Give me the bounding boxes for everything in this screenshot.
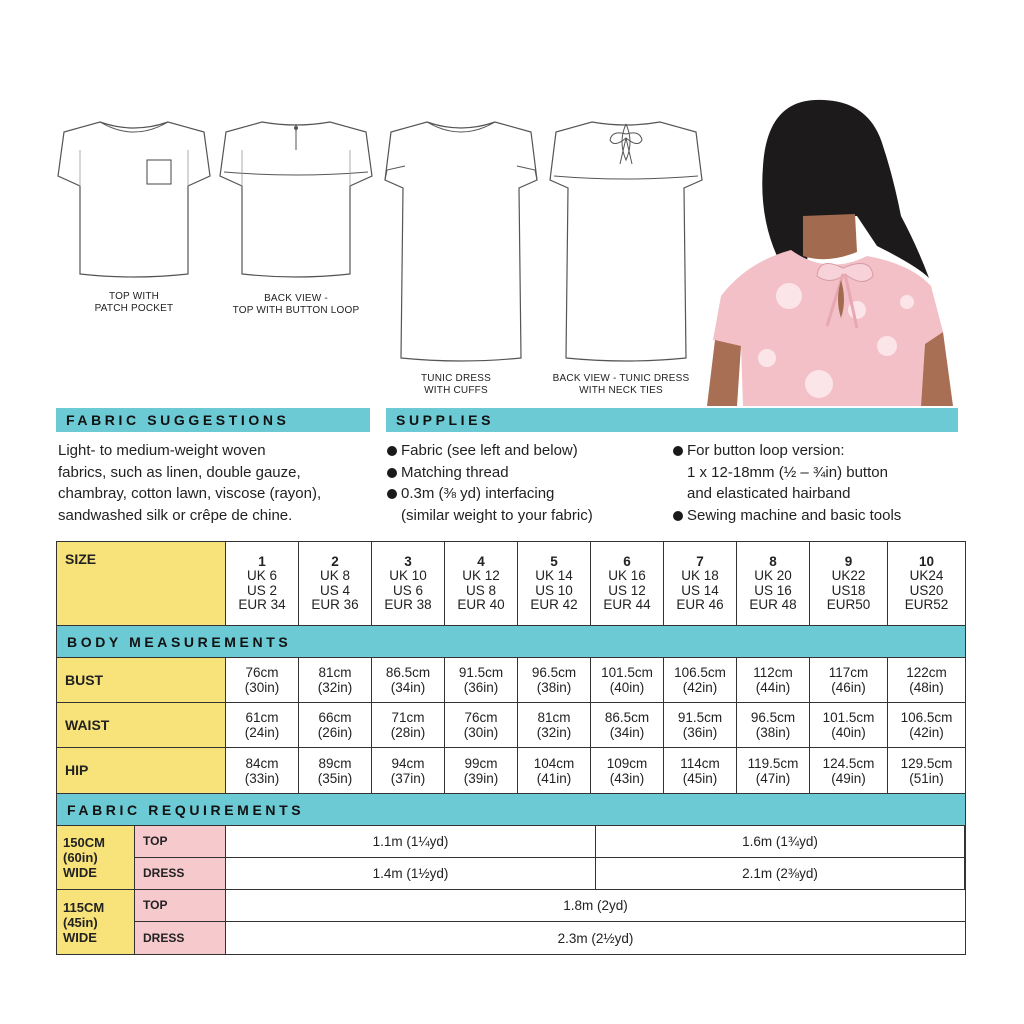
measurement-cell: 66cm (26in): [299, 703, 372, 748]
w115-dress-all-sizes: 2.3m (2½yd): [557, 930, 634, 946]
w115-top-label: TOP: [135, 890, 226, 922]
measurement-label-waist: WAIST: [57, 703, 226, 748]
measurement-cell: 96.5cm (38in): [518, 658, 591, 703]
measurement-cell: 86.5cm (34in): [591, 703, 664, 748]
w115-top-all-sizes: 1.8m (2yd): [226, 890, 965, 922]
size-column-header: 10 UK24 US20 EUR52: [888, 542, 965, 626]
size-chart-table: [56, 541, 966, 955]
measurement-cell: 106.5cm (42in): [888, 703, 965, 748]
w150-dress-sizes-1-5: 1.4m (1½yd): [226, 858, 596, 890]
w150-dress-sizes-6-10: 2.1m (2⅜yd): [596, 858, 965, 890]
measurement-cell: 101.5cm (40in): [810, 703, 888, 748]
measurement-cell: 91.5cm (36in): [445, 658, 518, 703]
supply-item: 1 x 12-18mm (½ – ¾in) button: [687, 463, 888, 481]
tunic-front-sketch: [381, 120, 541, 366]
measurement-cell: 117cm (46in): [810, 658, 888, 703]
supply-item: (similar weight to your fabric): [401, 506, 593, 524]
supply-item: Matching thread: [387, 462, 667, 484]
fabric-requirements-heading: FABRIC REQUIREMENTS: [57, 794, 965, 826]
supply-item: 0.3m (⅜ yd) interfacing: [387, 483, 667, 505]
caption-back-top: BACK VIEW - TOP WITH BUTTON LOOP: [232, 293, 360, 316]
size-column-header: 6 UK 16 US 12 EUR 44: [591, 542, 664, 626]
measurement-cell: 129.5cm (51in): [888, 748, 965, 794]
caption-back-tunic: BACK VIEW - TUNIC DRESS WITH NECK TIES: [552, 373, 690, 396]
model-photo: [707, 96, 957, 406]
supply-item: Sewing machine and basic tools: [673, 505, 963, 527]
measurement-cell: 86.5cm (34in): [372, 658, 445, 703]
measurement-cell: 112cm (44in): [737, 658, 810, 703]
measurement-label-bust: BUST: [57, 658, 226, 703]
size-column-header: 5 UK 14 US 10 EUR 42: [518, 542, 591, 626]
supplies-heading: SUPPLIES: [386, 408, 958, 432]
width-115-label: 115CM (45in) WIDE: [57, 890, 135, 954]
tunic-back-sketch: [546, 120, 706, 366]
measurement-cell: 61cm (24in): [226, 703, 299, 748]
measurement-cell: 124.5cm (49in): [810, 748, 888, 794]
size-column-header: 4 UK 12 US 8 EUR 40: [445, 542, 518, 626]
top-back-sketch: [216, 120, 376, 280]
fabric-suggestions-text: Light- to medium-weight woven fabrics, such as linen, double gauze, chambray, cotton lawn, viscose (rayon), sandwashed silk or crêpe de chine.: [58, 442, 322, 524]
top-front-sketch: [54, 120, 214, 280]
w150-top-label: TOP: [135, 826, 226, 858]
measurement-cell: 101.5cm (40in): [591, 658, 664, 703]
measurement-cell: 81cm (32in): [299, 658, 372, 703]
w150-top-sizes-6-10: 1.6m (1¾yd): [596, 826, 965, 858]
body-measurements-heading: BODY MEASUREMENTS: [57, 626, 965, 658]
w150-top-sizes-1-5: 1.1m (1¼yd): [226, 826, 596, 858]
w115-dress-label: DRESS: [135, 922, 226, 954]
caption-tunic: TUNIC DRESS WITH CUFFS: [421, 373, 491, 396]
measurement-cell: 91.5cm (36in): [664, 703, 737, 748]
measurement-cell: 119.5cm (47in): [737, 748, 810, 794]
size-column-header: 9 UK22 US18 EUR50: [810, 542, 888, 626]
measurement-cell: 76cm (30in): [445, 703, 518, 748]
measurement-cell: 109cm (43in): [591, 748, 664, 794]
measurement-cell: 104cm (41in): [518, 748, 591, 794]
measurement-cell: 114cm (45in): [664, 748, 737, 794]
measurement-cell: 76cm (30in): [226, 658, 299, 703]
measurement-cell: 96.5cm (38in): [737, 703, 810, 748]
size-column-header: 1 UK 6 US 2 EUR 34: [226, 542, 299, 626]
measurement-cell: 89cm (35in): [299, 748, 372, 794]
size-column-header: 2 UK 8 US 4 EUR 36: [299, 542, 372, 626]
w150-dress-label: DRESS: [135, 858, 226, 890]
size-column-header: 7 UK 18 US 14 EUR 46: [664, 542, 737, 626]
supply-item: Fabric (see left and below): [387, 440, 667, 462]
size-column-header: 3 UK 10 US 6 EUR 38: [372, 542, 445, 626]
supply-item: and elasticated hairband: [687, 485, 851, 502]
caption-top-pocket: TOP WITH PATCH POCKET: [94, 291, 174, 314]
measurement-cell: 122cm (48in): [888, 658, 965, 703]
size-column-header: 8 UK 20 US 16 EUR 48: [737, 542, 810, 626]
measurement-label-hip: HIP: [57, 748, 226, 794]
width-150-label: 150CM (60in) WIDE: [57, 826, 135, 890]
supplies-list-2: [673, 440, 963, 526]
measurement-cell: 81cm (32in): [518, 703, 591, 748]
measurement-cell: 71cm (28in): [372, 703, 445, 748]
garment-illustrations: [0, 0, 1024, 405]
supplies-list-1: [387, 440, 667, 526]
measurement-cell: 99cm (39in): [445, 748, 518, 794]
fabric-suggestions-heading: FABRIC SUGGESTIONS: [56, 408, 370, 432]
measurement-cell: 84cm (33in): [226, 748, 299, 794]
measurement-cell: 106.5cm (42in): [664, 658, 737, 703]
size-label: SIZE: [57, 542, 226, 626]
measurement-cell: 94cm (37in): [372, 748, 445, 794]
supply-item: For button loop version:: [673, 440, 963, 462]
